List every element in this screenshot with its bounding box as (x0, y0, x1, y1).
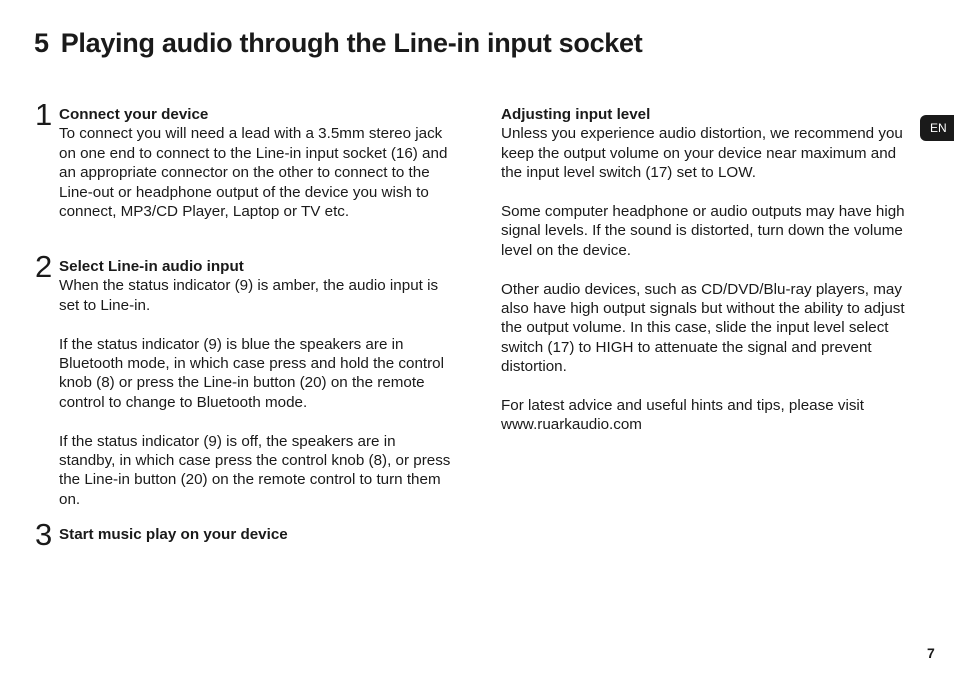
step-number-3: 3 (35, 517, 53, 552)
step-1-block (59, 105, 451, 221)
language-tab[interactable]: EN (920, 115, 954, 141)
page-heading (34, 28, 642, 59)
adjusting-input-level-title: Adjusting input level (501, 106, 651, 123)
step-3-block (59, 525, 451, 544)
step-number-1: 1 (35, 97, 53, 132)
adjusting-input-level-section (501, 105, 921, 435)
step-1-title: Connect your device (59, 106, 209, 123)
page-number: 7 (927, 645, 935, 661)
step-2-paragraph-2: If the status indicator (9) is blue the speakers are in Bluetooth mode, in which case press and hold the control knob (8) or press the Line-in button (20) on the remote control to change to Bluetooth mode. (59, 335, 444, 411)
step-2-paragraph-1: When the status indicator (9) is amber, the audio input is set to Line-in. (59, 277, 439, 314)
section-number: 5 (34, 28, 49, 58)
right-paragraph-1: Unless you experience audio distortion, we recommend you keep the output volume on your device near maximum and the input level switch (17) set to LOW. (501, 125, 903, 182)
right-paragraph-4: For latest advice and useful hints and tips, please visit www.ruarkaudio.com (501, 397, 865, 434)
section-title: Playing audio through the Line-in input socket (60, 28, 643, 58)
step-number-2: 2 (35, 249, 53, 284)
step-1-paragraph-1: To connect you will need a lead with a 3.5mm stereo jack on one end to connect to the Line-in input socket (16) and an appropriate connector on the other to connect to the Line-out or headphone output of the device you wish to connect, MP3/CD Player, Laptop or TV etc. (59, 125, 448, 221)
step-3-title: Start music play on your device (59, 526, 288, 543)
right-paragraph-2: Some computer headphone or audio outputs may have high signal levels. If the sound is distorted, turn down the volume level on the device. (501, 203, 905, 259)
step-2-paragraph-3: If the status indicator (9) is off, the speakers are in standby, in which case press the control knob (8), or press the Line-in button (20) on the remote control to turn them on. (59, 432, 451, 508)
step-2-block (59, 257, 451, 509)
right-paragraph-3: Other audio devices, such as CD/DVD/Blu-ray players, may also have high output signals but without the ability to adjust the output volume. In this case, slide the input level select switch (17) to HIGH to attenuate the signal and prevent distortion. (501, 280, 905, 376)
step-2-title: Select Line-in audio input (59, 258, 244, 275)
